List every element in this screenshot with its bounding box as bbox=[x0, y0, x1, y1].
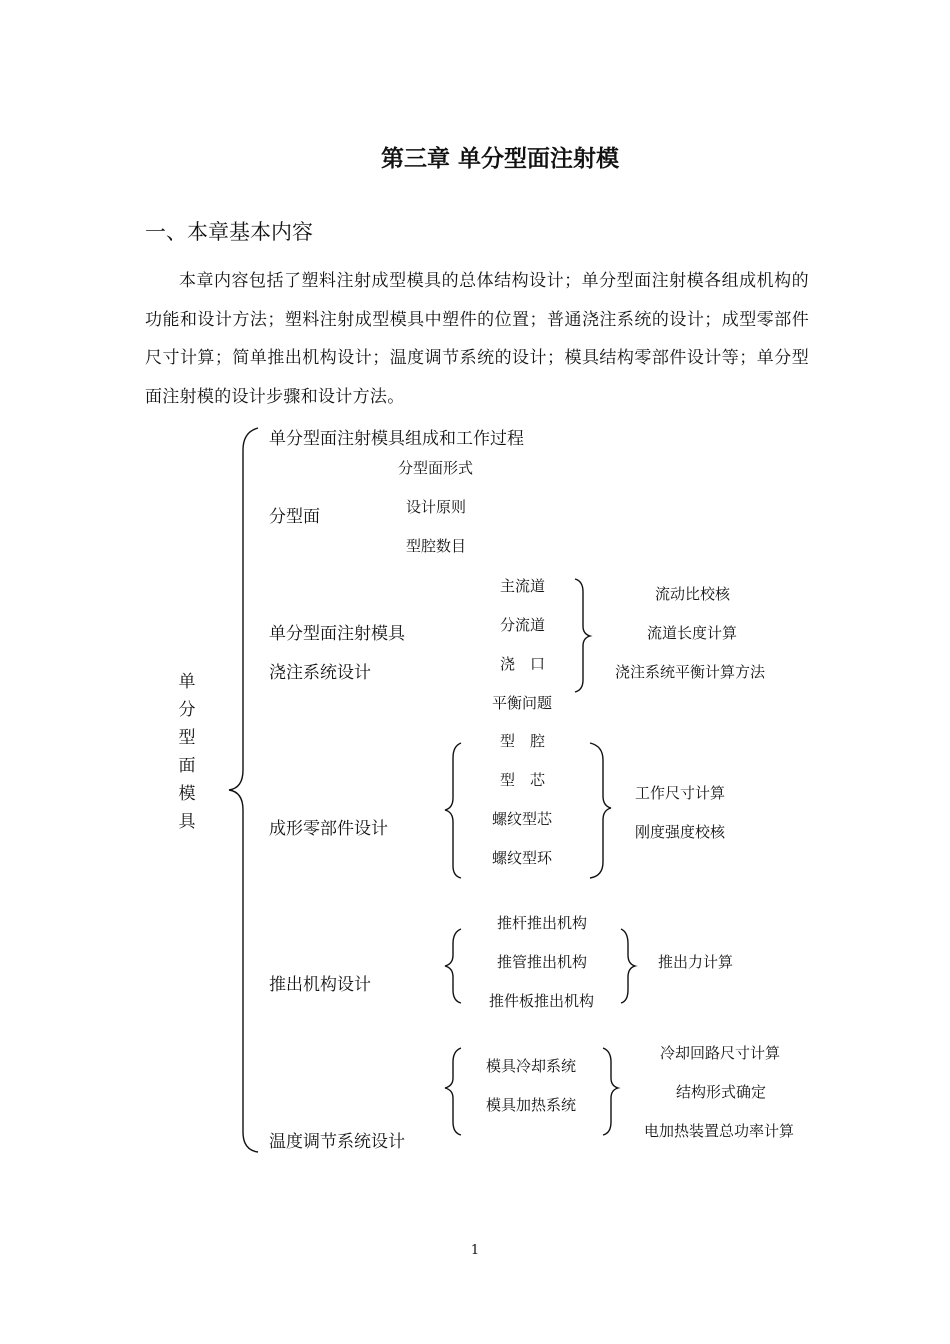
forming-check-1: 工作尺寸计算 bbox=[635, 784, 726, 802]
forming-child-1: 型 腔 bbox=[500, 732, 546, 750]
temperature-check-1: 冷却回路尺寸计算 bbox=[660, 1044, 781, 1062]
forming-child-4: 螺纹型环 bbox=[492, 849, 553, 867]
ejection-right-brace bbox=[621, 929, 635, 1003]
chapter-title: 第三章 单分型面注射模 bbox=[380, 146, 619, 172]
gating-label-line2: 浇注系统设计 bbox=[269, 663, 371, 683]
temperature-label: 温度调节系统设计 bbox=[269, 1132, 405, 1152]
temperature-child-1: 模具冷却系统 bbox=[486, 1057, 577, 1075]
gating-child-1: 主流道 bbox=[500, 577, 546, 595]
forming-check-2: 刚度强度校核 bbox=[635, 823, 726, 841]
ejection-child-1: 推杆推出机构 bbox=[497, 914, 588, 932]
gating-right-brace bbox=[575, 579, 590, 692]
gating-child-2: 分流道 bbox=[500, 616, 546, 634]
ejection-child-3: 推件板推出机构 bbox=[489, 992, 595, 1010]
page-number: 1 bbox=[470, 1243, 480, 1258]
gating-child-3: 浇 口 bbox=[500, 655, 546, 673]
gating-check-1: 流动比校核 bbox=[655, 585, 731, 603]
forming-label: 成形零部件设计 bbox=[269, 819, 388, 839]
main-brace bbox=[229, 428, 258, 1152]
forming-child-3: 螺纹型芯 bbox=[492, 810, 553, 828]
gating-check-3: 浇注系统平衡计算方法 bbox=[615, 663, 766, 681]
ejection-check-1: 推出力计算 bbox=[658, 953, 734, 971]
forming-left-brace bbox=[445, 743, 461, 878]
temperature-check-2: 结构形式确定 bbox=[676, 1083, 767, 1101]
ejection-label: 推出机构设计 bbox=[269, 975, 371, 995]
parting-child-3: 型腔数目 bbox=[406, 537, 467, 555]
forming-right-brace bbox=[590, 743, 611, 878]
temperature-right-brace bbox=[603, 1048, 618, 1135]
temperature-child-2: 模具加热系统 bbox=[486, 1096, 577, 1114]
temperature-left-brace bbox=[445, 1048, 461, 1135]
ejection-left-brace bbox=[445, 929, 461, 1003]
parting-label: 分型面 bbox=[269, 507, 320, 527]
forming-child-2: 型 芯 bbox=[500, 771, 546, 789]
root-label: 单分型面模具 bbox=[178, 672, 196, 832]
parting-child-1: 分型面形式 bbox=[398, 459, 474, 477]
temperature-check-3: 电加热装置总功率计算 bbox=[644, 1122, 795, 1140]
intro-paragraph: 本章内容包括了塑料注射成型模具的总体结构设计；单分型面注射模各组成机构的功能和设计方法；塑料注射成型模具中塑件的位置；普通浇注系统的设计；成型零部件尺寸计算；简单推出机构设计；温度调节系统的设计；模具结构零部件设计等；单分型面注射模的设计步骤和设计方法。 bbox=[145, 271, 809, 407]
process-item: 单分型面注射模具组成和工作过程 bbox=[269, 429, 524, 449]
section-heading: 一、本章基本内容 bbox=[145, 220, 313, 244]
gating-child-4: 平衡问题 bbox=[492, 694, 553, 712]
gating-check-2: 流道长度计算 bbox=[647, 624, 738, 642]
ejection-child-2: 推管推出机构 bbox=[497, 953, 588, 971]
gating-label-line1: 单分型面注射模具 bbox=[269, 624, 405, 644]
parting-child-2: 设计原则 bbox=[406, 498, 467, 516]
